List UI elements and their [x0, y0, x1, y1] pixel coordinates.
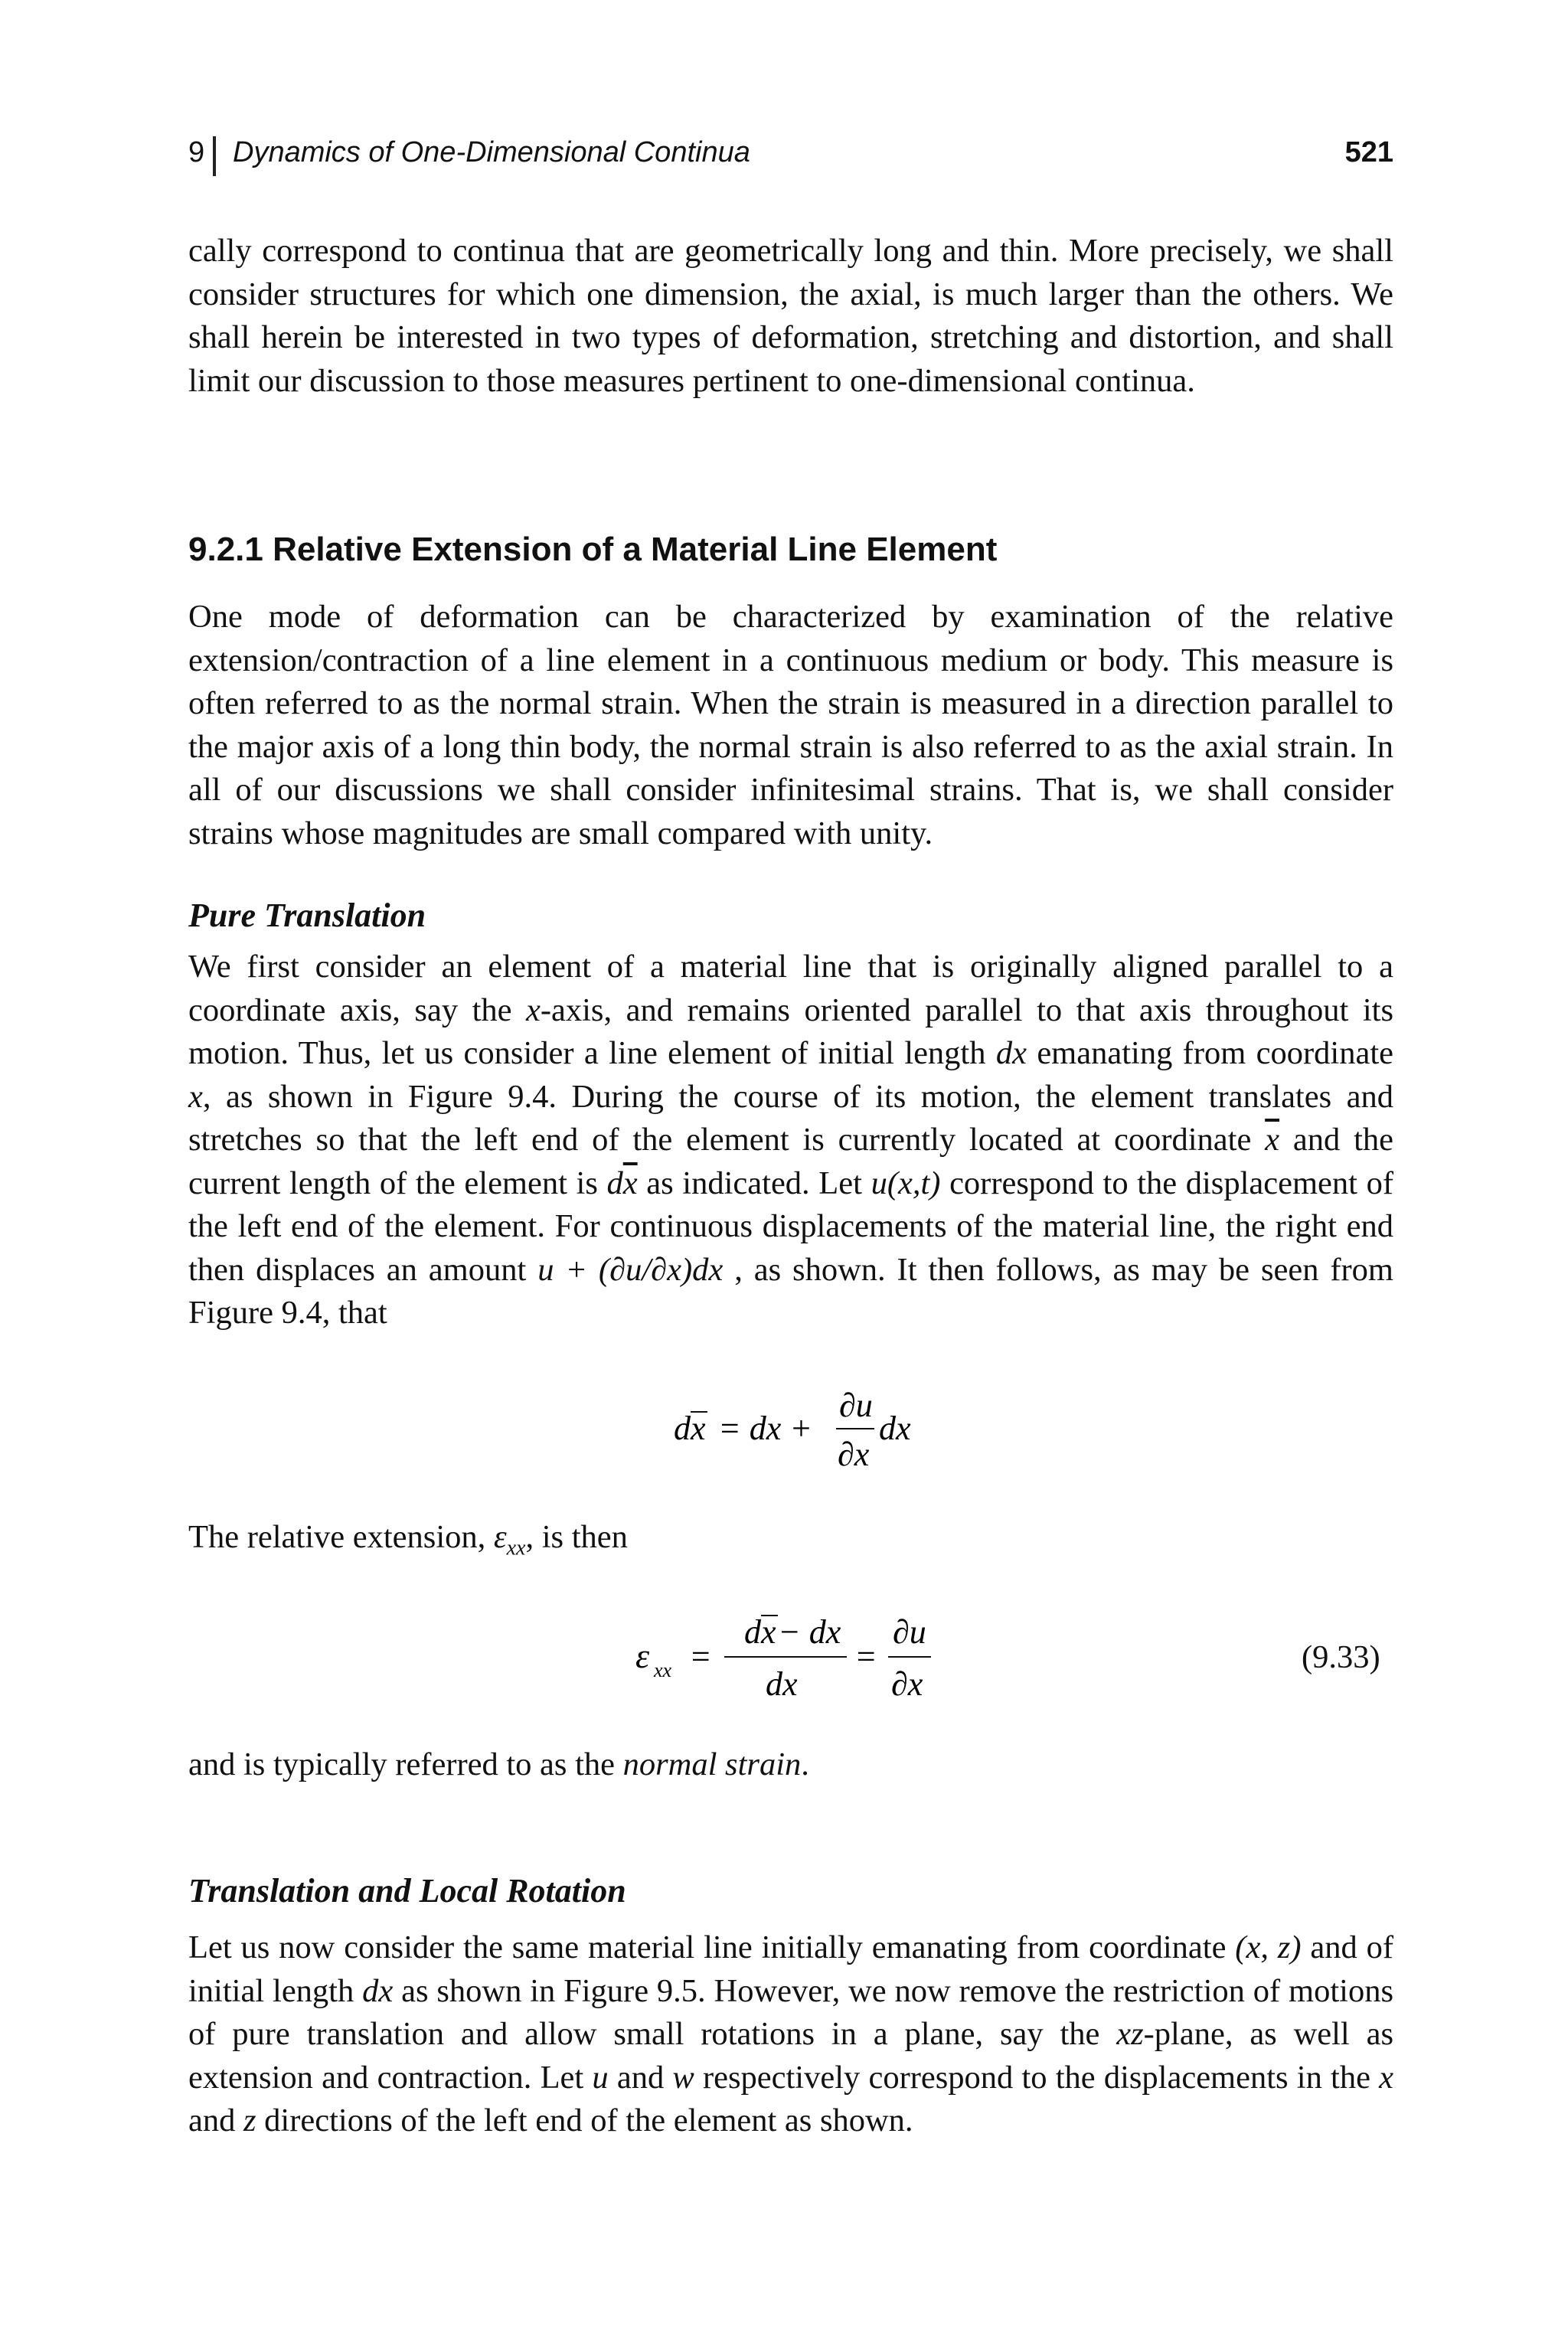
eq2-epsilon: ε [635, 1636, 650, 1675]
eq1-lhs-x: x [691, 1410, 706, 1447]
subheading-translation-rotation: Translation and Local Rotation [188, 1872, 626, 1910]
eq2-num1-d: d [744, 1613, 761, 1651]
subheading-pure-translation: Pure Translation [188, 897, 426, 934]
paragraph-text: One mode of deformation can be characterized by examination of the relative extension/contraction of a line element in a continuous medium or body. This measure is often referred to as the normal strain. When the strain is measured in a direction parallel to the major axis of a long thin body, the normal strain is also referred to as the axial strain. In all of our discussions we shall consider infinitesimal strains. That is, we shall consider strains whose magnitudes are small compared with unity. [188, 599, 1393, 851]
eq1-middle: = dx + [718, 1410, 812, 1447]
paragraph-pure-translation [188, 946, 1393, 1335]
eq2-num2: ∂u [893, 1613, 926, 1651]
eq2-den2: ∂x [891, 1665, 923, 1703]
eq1-numerator: ∂u [839, 1387, 873, 1424]
section-heading: 9.2.1 Relative Extension of a Material Line Element [188, 531, 998, 568]
paragraph-normal-strain-def: and is typically referred to as the normal strain. [188, 1746, 809, 1782]
eq2-subscript: xx [654, 1659, 672, 1681]
eq2-equals-2: = [854, 1638, 877, 1675]
equation-current-length [674, 1378, 934, 1478]
paragraph-relative-extension: The relative extension, $\varepsilon_{xx}$, is then [188, 1519, 628, 1560]
paragraph-text: Let us now consider the same material line initially emanating from coordinate (x, z) and of initial length dx as shown in Figure 9.5. However, we now remove the restriction of motions of pure translation and allow small rotations in a plane, say the xz-plane, as well as extension and contraction. Let u and w respectively correspond to the displacements in the x and z directions of the left end of the element as shown. [188, 1929, 1393, 2138]
paragraph-text: cally correspond to continua that are geometrically long and thin. More precisely, we shall consider structures for which one dimension, the axial, is much larger than the others. We shall herein be interested in two types of deformation, stretching and distortion, and shall limit our discussion to those measures pertinent to one-dimensional continua. [188, 233, 1393, 399]
paragraph-normal-strain-intro [188, 596, 1393, 855]
paragraph-continuation [188, 230, 1393, 403]
paragraph-text: We first consider an element of a material line that is originally aligned parallel to a coordinate axis, say the x-axis, and remains oriented parallel to that axis throughout its motion. Thus, let us consider a line element of initial length dx emanating from coordinate x, as shown in Figure 9.4. During the course of its motion, the element translates and stretches so that the left end of the element is currently located at coordinate $\overline{x}$ and the current length of the element is $d\overline{x}$ as indicated. Let u(x,t) correspond to the displacement of the left end of the element. For continuous displacements of the material line, the right end then displaces an amount u + (∂u/∂x)dx , as shown. It then follows, as may be seen from Figure 9.4, that [188, 949, 1393, 1331]
header-divider [213, 136, 216, 176]
eq2-equals-1: = [689, 1638, 712, 1675]
equation-number: (9.33) [1302, 1639, 1380, 1675]
eq1-lhs-d: d [674, 1410, 691, 1447]
equation-normal-strain [628, 1600, 949, 1715]
eq1-denominator: ∂x [838, 1436, 870, 1473]
running-header [188, 136, 1393, 175]
eq2-num1-x: x [761, 1613, 776, 1651]
paragraph-translation-rotation [188, 1926, 1393, 2143]
eq1-tail: dx [879, 1410, 911, 1447]
chapter-title: Dynamics of One-Dimensional Continua [233, 136, 750, 168]
page-number: 521 [1344, 136, 1393, 168]
eq2-den1: dx [766, 1665, 798, 1703]
eq2-num1-rest: − dx [778, 1613, 841, 1651]
chapter-number: 9 [188, 136, 205, 168]
